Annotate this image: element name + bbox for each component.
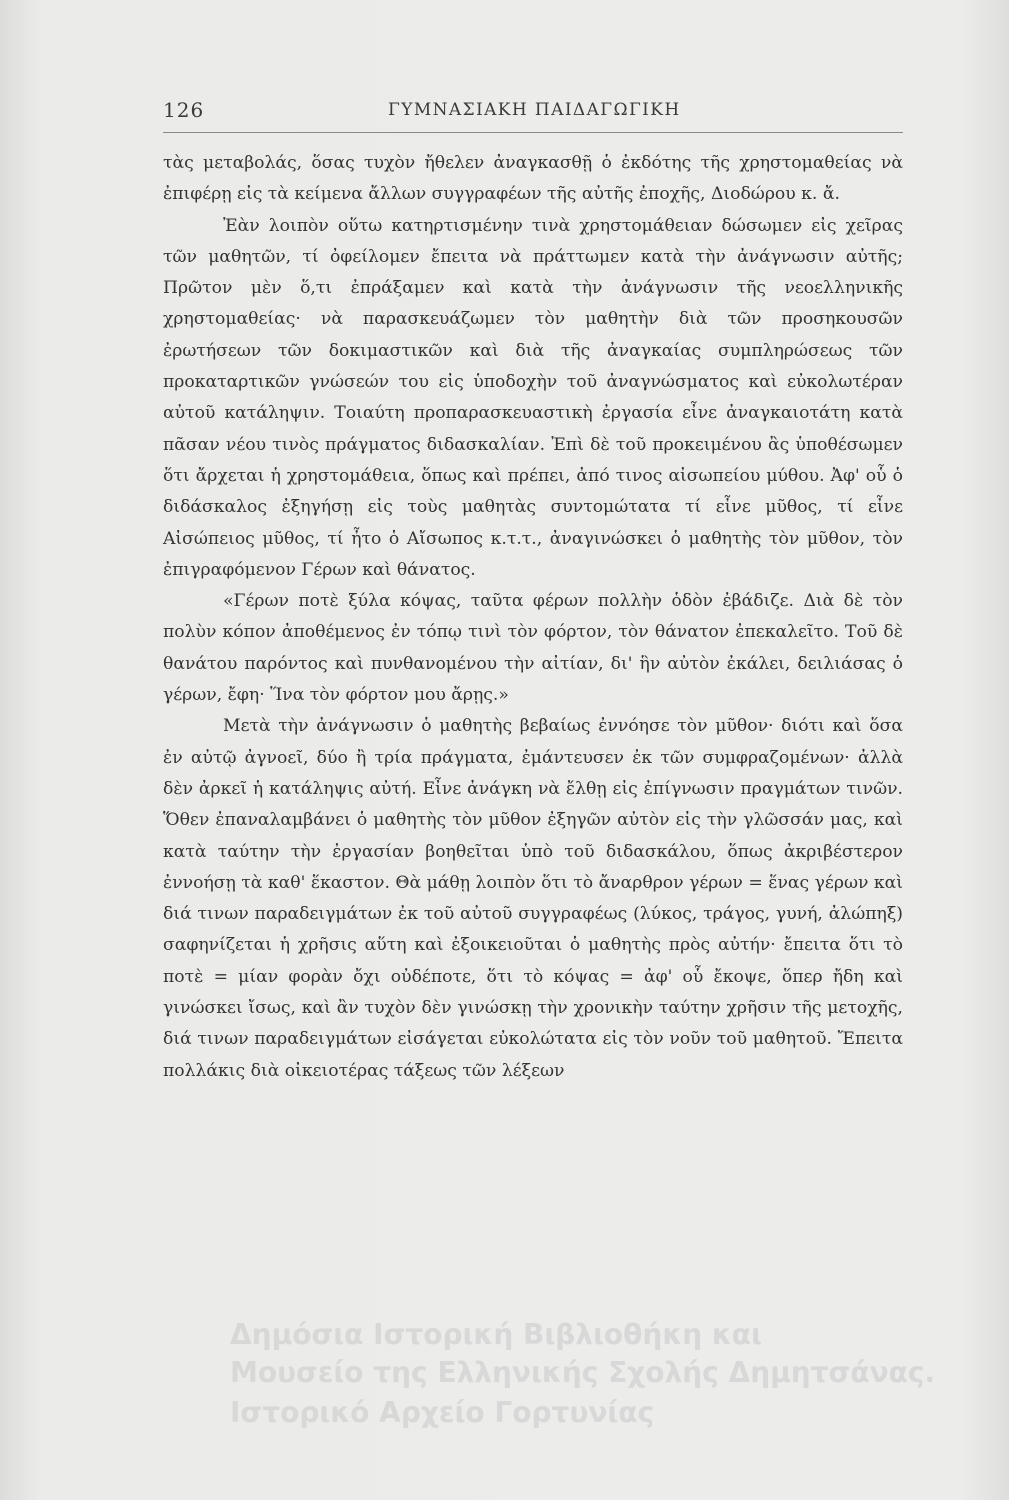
paragraph-after-reading: Μετὰ τὴν ἀνάγνωσιν ὁ μαθητὴς βεβαίως ἐννόησε τὸν μῦθον· διότι καὶ ὅσα ἐν αὐτῷ ἀγνοεῖ, δύο ἢ τρία πράγματα, ἐμάντευσεν ἐκ τῶν συμφραζομένων· ἀλλὰ δὲν ἀρκεῖ ἡ κατάληψις αὐτή. Εἶνε ἀνάγκη νὰ ἔλθῃ εἰς ἐπίγνωσιν πραγμάτων τινῶν. Ὅθεν ἐπαναλαμβάνει ὁ μαθητὴς τὸν μῦθον ἐξηγῶν αὐτὸν εἰς τὴν γλῶσσάν μας, καὶ κατὰ ταύτην τὴν ἐργασίαν βοηθεῖται ὑπὸ τοῦ διδασκάλου, ὅπως ἀκριβέστερον ἐννοήσῃ τὰ καθ' ἕκαστον. Θὰ μάθῃ λοιπὸν ὅτι τὸ ἄναρθρον γέρων = ἕνας γέρων καὶ διά τινων παραδειγμάτων ἐκ τοῦ αὐτοῦ συγγραφέως (λύκος, τράγος, γυνή, ἀλώπηξ) σαφηνίζεται ἡ χρῆσις αὕτη καὶ ἐξοικειοῦται ὁ μαθητὴς πρὸς αὐτήν· ἔπειτα ὅτι τὸ ποτὲ = μίαν φορὰν ὄχι οὐδέποτε, ὅτι τὸ κόψας = ἀφ' οὗ ἔκοψε, ὅπερ ἤδη καὶ γινώσκει ἴσως, καὶ ἂν τυχὸν δὲν γινώσκῃ τὴν χρονικὴν ταύτην χρῆσιν τῆς μετοχῆς, διά τινων παραδειγμάτων εἰσάγεται εὐκολώτατα εἰς τὸν νοῦν τοῦ μαθητοῦ. Ἔπειτα πολλάκις διὰ οἰκειοτέρας τάξεως τῶν λέξεων: [163, 716, 903, 1081]
watermark-line-1: Δημόσια Ιστορική Βιβλιοθήκη και: [230, 1318, 762, 1351]
paragraph-fable-quote: «Γέρων ποτὲ ξύλα κόψας, ταῦτα φέρων πολλὴν ὁδὸν ἐβάδιζε. Διὰ δὲ τὸν πολὺν κόπον ἀποθέμενος ἐν τόπῳ τινὶ τὸν φόρτον, τὸν θάνατον ἐπεκαλεῖτο. Τοῦ δὲ θανάτου παρόντος καὶ πυνθανομένου τὴν αἰτίαν, δι' ἣν αὐτὸν ἐκάλει, δειλιάσας ὁ γέρων, ἔφη· Ἵνα τὸν φόρτον μου ἄρῃς.»: [163, 591, 903, 706]
paragraph-anthology-reading: Ἐὰν λοιπὸν οὕτω κατηρτισμένην τινὰ χρηστομάθειαν δώσωμεν εἰς χεῖρας τῶν μαθητῶν, τί ὀφείλομεν ἔπειτα νὰ πράττωμεν κατὰ τὴν ἀνάγνωσιν αὐτῆς; Πρῶτον μὲν ὅ,τι ἐπράξαμεν καὶ κατὰ τὴν ἀνάγνωσιν τῆς νεοελληνικῆς χρηστομαθείας· νὰ παρασκευάζωμεν τὸν μαθητὴν διὰ τῶν προσηκουσῶν ἐρωτήσεων τῶν δοκιμαστικῶν καὶ διὰ τῆς ἀναγκαίας συμπληρώσεως τῶν προκαταρτικῶν γνώσεών του εἰς ὑποδοχὴν τοῦ ἀναγνώσματος καὶ εὐκολωτέραν αὐτοῦ κατάληψιν. Τοιαύτη προπαρασκευαστικὴ ἐργασία εἶνε ἀναγκαιοτάτη κατὰ πᾶσαν νέου τινὸς πράγματος διδασκαλίαν. Ἐπὶ δὲ τοῦ προκειμένου ἂς ὑποθέσωμεν ὅτι ἄρχεται ἡ χρηστομάθεια, ὅπως καὶ πρέπει, ἀπό τινος αἰσωπείου μύθου. Ἀφ' οὗ ὁ διδάσκαλος ἐξηγήσῃ εἰς τοὺς μαθητὰς συντομώτατα τί εἶνε μῦθος, τί εἶνε Αἰσώπειος μῦθος, τί ἦτο ὁ Αἴσωπος κ.τ.τ., ἀναγινώσκει ὁ μαθητὴς τὸν μῦθον, τὸν ἐπιγραφόμενον Γέρων καὶ θάνατος.: [163, 215, 903, 580]
page-header: [163, 98, 903, 133]
body-text: [163, 148, 903, 1087]
page-number: 126: [163, 98, 205, 122]
running-title: ΓΥΜΝΑΣΙΑΚΗ ΠΑΙΔΑΓΩΓΙΚΗ: [388, 100, 681, 120]
watermark-line-3: Ιστορικό Αρχείο Γορτυνίας: [230, 1396, 655, 1429]
paragraph-continuation: τὰς μεταβολάς, ὅσας τυχὸν ἤθελεν ἀναγκασθῇ ὁ ἐκδότης τῆς χρηστομαθείας νὰ ἐπιφέρῃ εἰς τὰ κείμενα ἄλλων συγγραφέων τῆς αὐτῆς ἐποχῆς, Διοδώρου κ. ἄ.: [163, 153, 903, 205]
watermark-line-2: Μουσείο της Ελληνικής Σχολής Δημητσάνας.: [230, 1356, 936, 1389]
